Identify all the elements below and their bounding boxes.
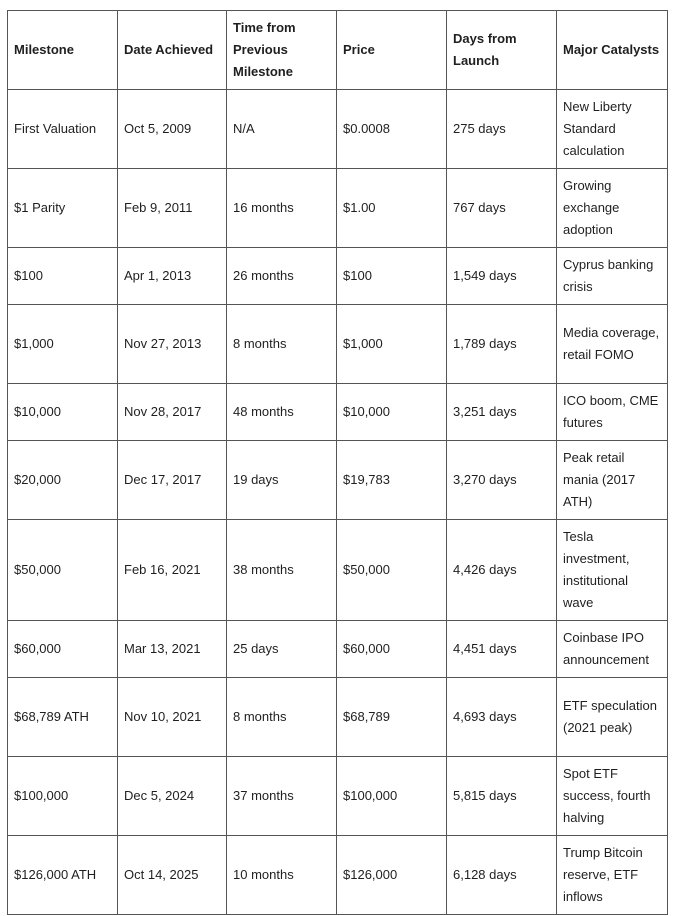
cell-price: $10,000 <box>337 384 447 441</box>
cell-days: 275 days <box>447 90 557 169</box>
cell-catalysts: Spot ETF success, fourth halving <box>557 757 668 836</box>
table-row <box>8 248 668 305</box>
cell-date: Feb 16, 2021 <box>118 520 227 621</box>
cell-date: Dec 5, 2024 <box>118 757 227 836</box>
cell-milestone: $126,000 ATH <box>8 836 118 915</box>
cell-price: $50,000 <box>337 520 447 621</box>
cell-date: Mar 13, 2021 <box>118 621 227 678</box>
cell-catalysts: New Liberty Standard calculation <box>557 90 668 169</box>
table-row <box>8 441 668 520</box>
cell-price: $100,000 <box>337 757 447 836</box>
cell-time: 10 months <box>227 836 337 915</box>
cell-price: $126,000 <box>337 836 447 915</box>
cell-days: 3,251 days <box>447 384 557 441</box>
cell-date: Oct 5, 2009 <box>118 90 227 169</box>
header-price: Price <box>337 11 447 90</box>
cell-milestone: $68,789 ATH <box>8 678 118 757</box>
table-header-row <box>8 11 668 90</box>
cell-time: N/A <box>227 90 337 169</box>
cell-price: $100 <box>337 248 447 305</box>
cell-price: $68,789 <box>337 678 447 757</box>
header-major-catalysts: Major Catalysts <box>557 11 668 90</box>
cell-date: Apr 1, 2013 <box>118 248 227 305</box>
cell-time: 16 months <box>227 169 337 248</box>
table-row <box>8 836 668 915</box>
cell-price: $1,000 <box>337 305 447 384</box>
cell-milestone: $1 Parity <box>8 169 118 248</box>
header-milestone: Milestone <box>8 11 118 90</box>
table-row <box>8 520 668 621</box>
cell-time: 38 months <box>227 520 337 621</box>
header-days-from-launch: Days from Launch <box>447 11 557 90</box>
cell-date: Dec 17, 2017 <box>118 441 227 520</box>
cell-time: 8 months <box>227 305 337 384</box>
cell-days: 1,789 days <box>447 305 557 384</box>
header-date-achieved: Date Achieved <box>118 11 227 90</box>
table-row <box>8 678 668 757</box>
bitcoin-milestones-table <box>7 10 668 915</box>
cell-date: Nov 27, 2013 <box>118 305 227 384</box>
table-row <box>8 169 668 248</box>
cell-days: 4,693 days <box>447 678 557 757</box>
cell-milestone: $100 <box>8 248 118 305</box>
cell-catalysts: Growing exchange adoption <box>557 169 668 248</box>
cell-days: 4,451 days <box>447 621 557 678</box>
cell-catalysts: Peak retail mania (2017 ATH) <box>557 441 668 520</box>
table-row <box>8 90 668 169</box>
cell-days: 767 days <box>447 169 557 248</box>
cell-catalysts: ETF speculation (2021 peak) <box>557 678 668 757</box>
cell-price: $1.00 <box>337 169 447 248</box>
cell-date: Feb 9, 2011 <box>118 169 227 248</box>
cell-price: $19,783 <box>337 441 447 520</box>
table-row <box>8 757 668 836</box>
cell-milestone: $100,000 <box>8 757 118 836</box>
cell-catalysts: Media coverage, retail FOMO <box>557 305 668 384</box>
cell-milestone: $20,000 <box>8 441 118 520</box>
cell-milestone: $60,000 <box>8 621 118 678</box>
table-row <box>8 384 668 441</box>
cell-catalysts: Cyprus banking crisis <box>557 248 668 305</box>
cell-time: 19 days <box>227 441 337 520</box>
cell-milestone: $10,000 <box>8 384 118 441</box>
cell-time: 25 days <box>227 621 337 678</box>
table-row <box>8 621 668 678</box>
header-time-from-previous: Time from Previous Milestone <box>227 11 337 90</box>
cell-days: 3,270 days <box>447 441 557 520</box>
cell-time: 8 months <box>227 678 337 757</box>
milestones-table-container <box>7 10 668 915</box>
cell-date: Nov 28, 2017 <box>118 384 227 441</box>
cell-days: 6,128 days <box>447 836 557 915</box>
cell-date: Nov 10, 2021 <box>118 678 227 757</box>
cell-time: 26 months <box>227 248 337 305</box>
cell-time: 48 months <box>227 384 337 441</box>
cell-catalysts: ICO boom, CME futures <box>557 384 668 441</box>
cell-time: 37 months <box>227 757 337 836</box>
cell-milestone: $50,000 <box>8 520 118 621</box>
cell-price: $60,000 <box>337 621 447 678</box>
cell-days: 5,815 days <box>447 757 557 836</box>
cell-milestone: First Valuation <box>8 90 118 169</box>
cell-price: $0.0008 <box>337 90 447 169</box>
cell-catalysts: Trump Bitcoin reserve, ETF inflows <box>557 836 668 915</box>
cell-date: Oct 14, 2025 <box>118 836 227 915</box>
cell-catalysts: Coinbase IPO announcement <box>557 621 668 678</box>
cell-milestone: $1,000 <box>8 305 118 384</box>
cell-days: 4,426 days <box>447 520 557 621</box>
cell-catalysts: Tesla investment, institutional wave <box>557 520 668 621</box>
table-row <box>8 305 668 384</box>
cell-days: 1,549 days <box>447 248 557 305</box>
